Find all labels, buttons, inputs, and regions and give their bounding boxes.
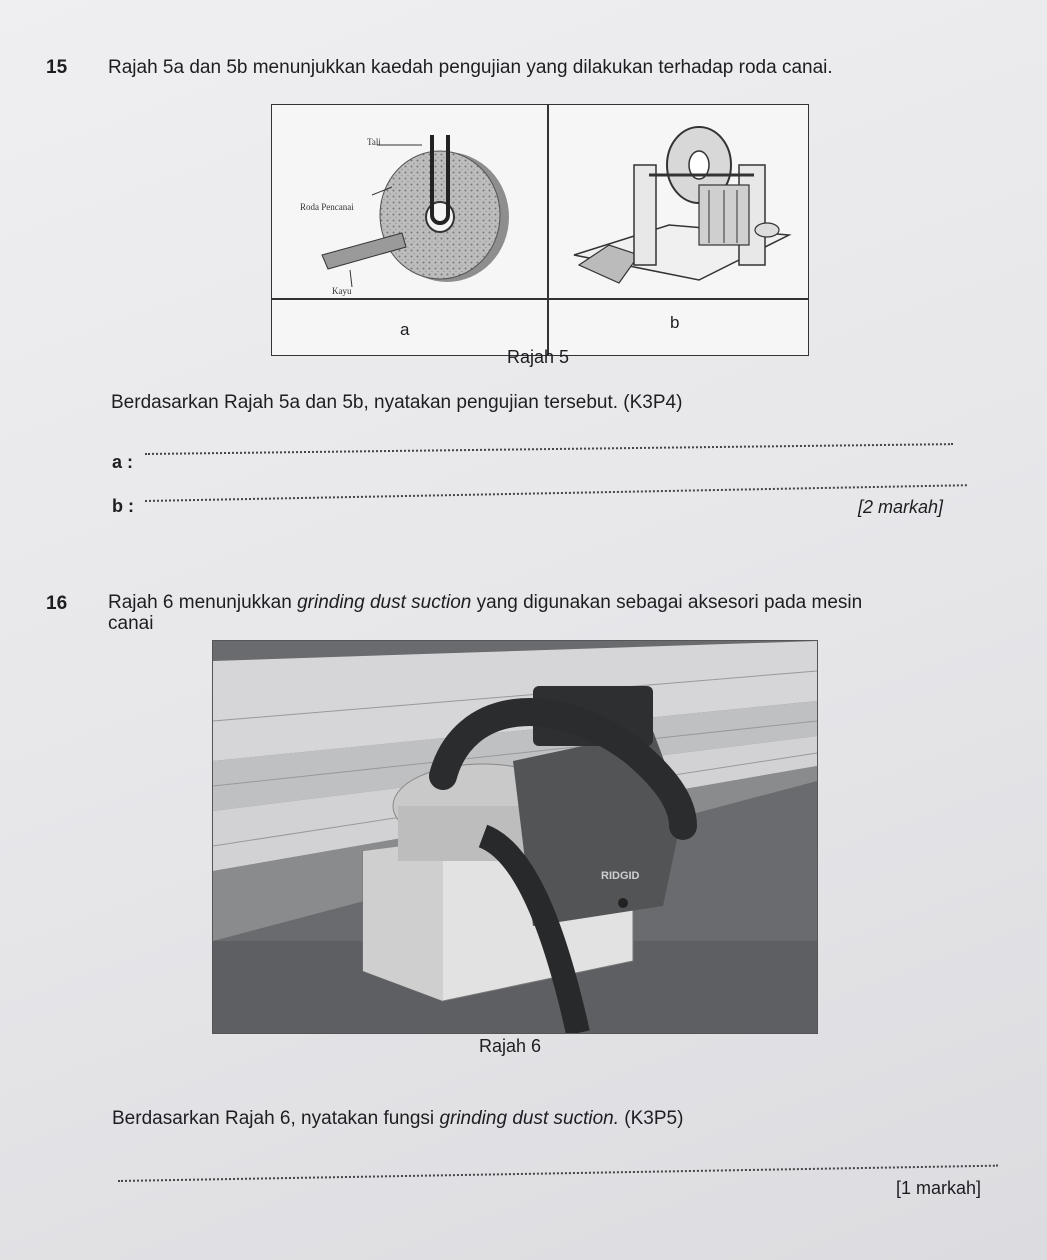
question-16-number: 16 xyxy=(46,593,68,614)
vacuum-unit-image xyxy=(213,641,817,1033)
label-roda-pencanai: Roda Pencanai xyxy=(300,202,354,212)
label-tali: Tali xyxy=(367,137,381,147)
label-kayu: Kayu xyxy=(332,286,352,296)
bench-grinder-wheel-illustration xyxy=(549,105,807,298)
question-16-intro-continued: canai xyxy=(108,613,154,634)
vacuum-brand: RIDGID xyxy=(601,870,640,882)
question-16-intro: Rajah 6 menunjukkan grinding dust suction yang digunakan sebagai aksesori pada mesin xyxy=(108,592,863,613)
grinding-dust-suction-photo xyxy=(212,640,818,1034)
question-16-prompt: Berdasarkan Rajah 6, nyatakan fungsi grinding dust suction. (K3P5) xyxy=(112,1108,684,1129)
question-16-marks: [1 markah] xyxy=(896,1178,982,1198)
answer-a-label: a : xyxy=(112,452,134,472)
question-15-number: 15 xyxy=(46,57,68,78)
question-15-marks: [2 markah] xyxy=(858,497,944,517)
figure-5b-label: b xyxy=(670,313,680,332)
answer-b-label: b : xyxy=(112,496,134,516)
figure-divider xyxy=(272,298,808,300)
question-15-intro: Rajah 5a dan 5b menunjukkan kaedah pengujian yang dilakukan terhadap roda canai. xyxy=(108,57,833,78)
figure-5 xyxy=(271,104,809,356)
figure-6-caption: Rajah 6 xyxy=(479,1036,542,1056)
figure-5-caption: Rajah 5 xyxy=(507,347,570,367)
figure-5a-label: a xyxy=(400,320,410,339)
question-15-prompt: Berdasarkan Rajah 5a dan 5b, nyatakan pengujian tersebut. (K3P4) xyxy=(111,392,683,413)
